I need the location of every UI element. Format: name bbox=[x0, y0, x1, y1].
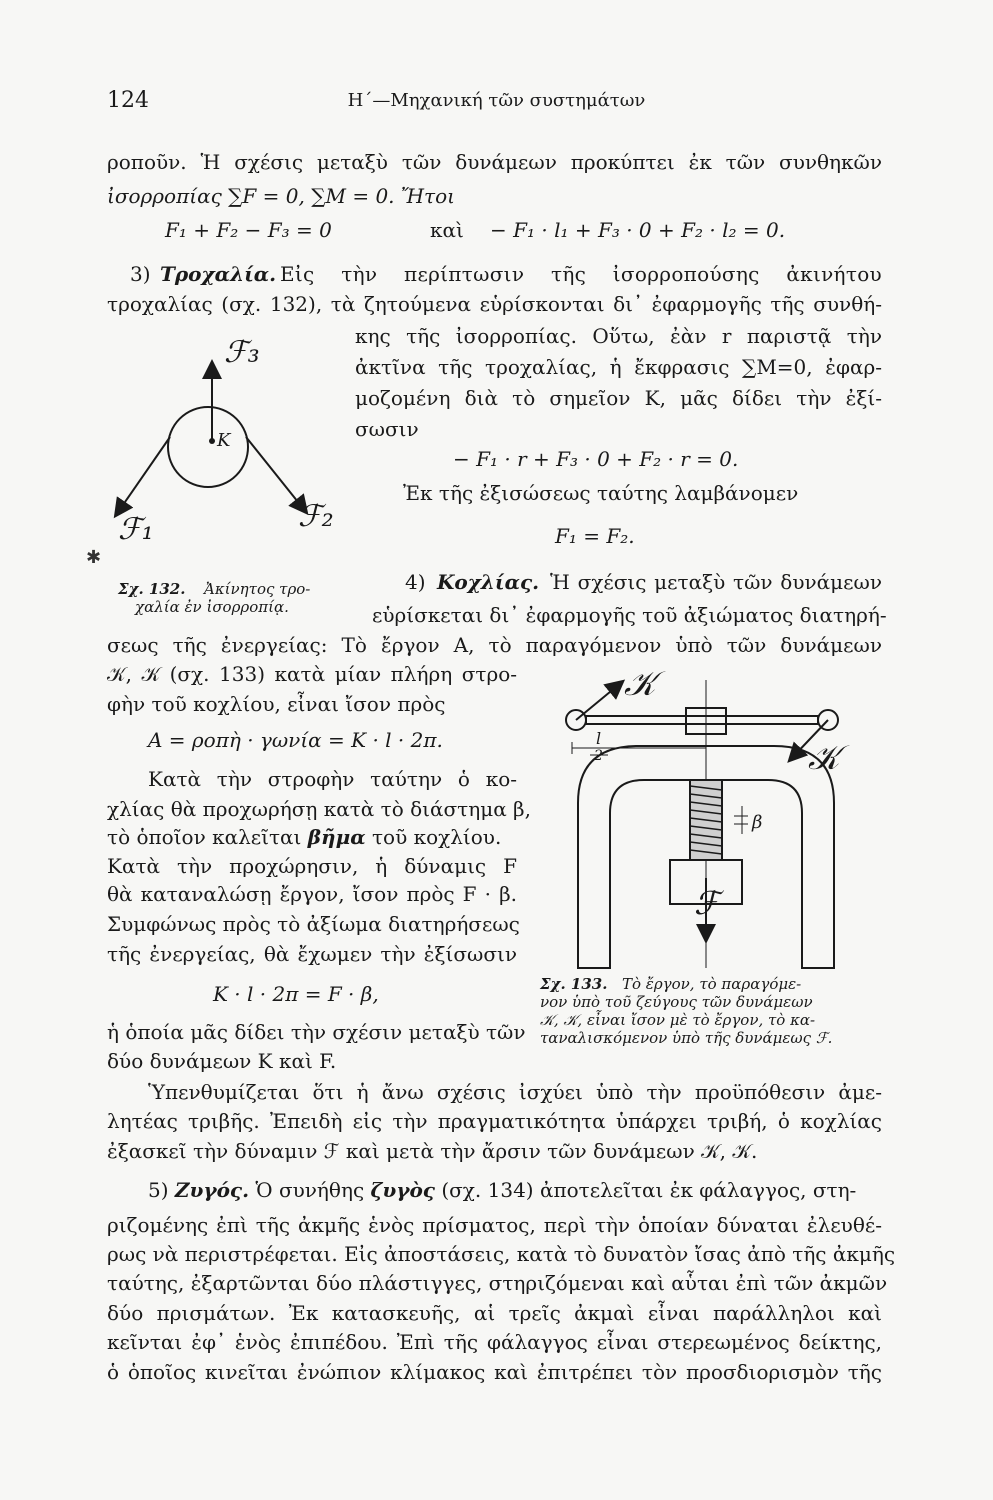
term-balance: ζυγὸς bbox=[370, 1178, 435, 1202]
text-span: τὸ ὁποῖον καλεῖται bbox=[107, 825, 302, 849]
section-title: Τροχαλία. bbox=[160, 262, 277, 286]
equation: K · l · 2π = F · β, bbox=[213, 982, 379, 1006]
text-line: λητέας τριβῆς. Ἐπειδὴ εἰς τὴν πραγματικότητα ὑπάρχει τριβή, ὁ κοχλίας bbox=[107, 1109, 882, 1133]
text-line: ἀκτῖνα τῆς τροχαλίας, ἡ ἔκφρασις ∑M=0, ἐφαρ- bbox=[355, 355, 882, 379]
text-line: ριζομένης ἐπὶ τῆς ἀκμῆς ἑνὸς πρίσματος, περὶ τὴν ὁποίαν δύναται ἐλευθέ- bbox=[107, 1213, 882, 1237]
text-line: σεως τῆς ἐνεργείας: Τὸ ἔργον A, τὸ παραγόμενον ὑπὸ τῶν δυνάμεων bbox=[107, 633, 882, 657]
text-line: 𝒦, 𝒦 (σχ. 133) κατὰ μίαν πλήρη στρο- bbox=[107, 662, 517, 686]
text-line: Εἰς τὴν περίπτωσιν τῆς ἰσορροπούσης ἀκινήτου bbox=[280, 262, 882, 286]
text-line: φὴν τοῦ κοχλίου, εἶναι ἴσον πρὸς bbox=[107, 692, 446, 716]
text-line: θὰ καταναλώσῃ ἔργον, ἴσον πρὸς F · β. bbox=[107, 882, 517, 906]
section-number: 5) bbox=[148, 1178, 169, 1202]
text-line: ροποῦν. Ἡ σχέσις μεταξὺ τῶν δυνάμεων προκύπτει ἐκ τῶν συνθηκῶν bbox=[107, 150, 882, 174]
text-line: Ὑπενθυμίζεται ὅτι ἡ ἄνω σχέσις ἰσχύει ὑπὸ τὴν προϋπόθεσιν ἀμε- bbox=[148, 1080, 882, 1104]
text-line: κης τῆς ἰσορροπίας. Οὕτω, ἐὰν r παριστᾷ τὴν bbox=[355, 324, 882, 348]
figure-133-caption: νον ὑπὸ τοῦ ζεύγους τῶν δυνάμεων bbox=[540, 993, 813, 1011]
page-number: 124 bbox=[107, 88, 149, 113]
text-line: ἐξασκεῖ τὴν δύναμιν ℱ καὶ μετὰ τὴν ἄρσιν τῶν δυνάμεων 𝒦, 𝒦. bbox=[107, 1139, 758, 1163]
text-line: εὑρίσκεται δι᾽ ἐφαρμογῆς τοῦ ἀξιώματος διατηρή- bbox=[372, 603, 887, 627]
text-line: τροχαλίας (σχ. 132), τὰ ζητούμενα εὑρίσκονται δι᾽ ἐφαρμογῆς τῆς συνθή- bbox=[107, 292, 882, 316]
equation: − F₁ · r + F₃ · 0 + F₂ · r = 0. bbox=[453, 447, 739, 471]
text-span: τοῦ κοχλίου. bbox=[371, 825, 502, 849]
ink-speck: ✱ bbox=[86, 547, 102, 568]
text-line: ἰσορροπίας ∑F = 0, ∑M = 0. Ἤτοι bbox=[107, 184, 456, 208]
section-title: Κοχλίας. bbox=[437, 570, 540, 594]
figure-133-caption: ταναλισκόμενον ὑπὸ τῆς δυνάμεως ℱ. bbox=[540, 1029, 833, 1047]
figure-132-caption-num: Σχ. 132. bbox=[118, 580, 186, 598]
label-beta: β bbox=[752, 812, 763, 833]
text-line: ταύτης, ἐξαρτῶνται δύο πλάστιγγες, στηριζόμεναι καὶ αὗται ἐπὶ τῶν ἀκμῶν bbox=[107, 1271, 888, 1295]
label-f3: ℱ₃ bbox=[224, 335, 260, 370]
label-k: K bbox=[217, 430, 231, 451]
label-k1: 𝒦 bbox=[624, 664, 656, 704]
text-line: μοζομένη διὰ τὸ σημεῖον K, μᾶς δίδει τὴν ἐξί- bbox=[355, 386, 882, 410]
text-line: σωσιν bbox=[355, 417, 419, 441]
text-line: ἡ ὁποία μᾶς δίδει τὴν σχέσιν μεταξὺ τῶν bbox=[107, 1020, 526, 1044]
label-k2: 𝒦 bbox=[808, 738, 840, 778]
force-k1-arrow bbox=[576, 682, 622, 720]
label-f: ℱ bbox=[694, 884, 720, 922]
text-line: Συμφώνως πρὸς τὸ ἀξίωμα διατηρήσεως bbox=[107, 912, 520, 936]
section-number: 3) bbox=[130, 262, 151, 286]
text-line: Ἐκ τῆς ἐξισώσεως ταύτης λαμβάνομεν bbox=[403, 481, 799, 505]
equation: A = ροπὴ · γωνία = K · l · 2π. bbox=[148, 728, 443, 752]
term-pitch: βῆμα bbox=[307, 825, 366, 849]
text-line: Ἡ σχέσις μεταξὺ τῶν δυνάμεων bbox=[550, 570, 882, 594]
label-2: 2 bbox=[594, 748, 603, 764]
figure-132-caption: Ἀκίνητος τρο- bbox=[204, 580, 311, 598]
label-f2: ℱ₂ bbox=[298, 499, 334, 534]
section-title: Ζυγός. bbox=[174, 1178, 250, 1202]
label-f1: ℱ₁ bbox=[118, 512, 154, 547]
text-line: Κατὰ τὴν προχώρησιν, ἡ δύναμις F bbox=[107, 854, 517, 878]
equation: F₁ + F₂ − F₃ = 0 bbox=[165, 218, 332, 242]
text-line: Κατὰ τὴν στροφὴν ταύτην ὁ κο- bbox=[148, 767, 517, 791]
force-f1-arrow bbox=[116, 437, 170, 515]
equation-conjunction: καὶ bbox=[430, 218, 464, 242]
text-line: ὁ ὁποῖος κινεῖται ἐνώπιον κλίμακος καὶ ἐπιτρέπει τὸν προσδιορισμὸν τῆς bbox=[107, 1360, 882, 1384]
section-number: 4) bbox=[405, 570, 426, 594]
text-line bbox=[148, 1177, 882, 1203]
equation: − F₁ · l₁ + F₃ · 0 + F₂ · l₂ = 0. bbox=[490, 218, 786, 242]
figure-133-caption: 𝒦, 𝒦, εἶναι ἴσον μὲ τὸ ἔργον, τὸ κα- bbox=[540, 1011, 816, 1029]
force-f2-arrow bbox=[246, 437, 306, 512]
label-l: l bbox=[596, 729, 602, 748]
pulley-wheel bbox=[168, 407, 248, 487]
text-line: δύο δυνάμεων K καὶ F. bbox=[107, 1049, 337, 1073]
figure-133-caption: Τὸ ἔργον, τὸ παραγόμε- bbox=[622, 975, 802, 993]
text-span: Ὁ συνήθης bbox=[255, 1178, 365, 1202]
figure-133-screw-press bbox=[558, 668, 878, 978]
figure-133-caption-num: Σχ. 133. bbox=[540, 975, 608, 993]
text-line: τῆς ἐνεργείας, θὰ ἔχωμεν τὴν ἐξίσωσιν bbox=[107, 942, 517, 966]
text-line: ρως νὰ περιστρέφεται. Εἰς ἀποστάσεις, κατὰ τὸ δυνατὸν ἴσας ἀπὸ τῆς ἀκμῆς bbox=[107, 1242, 896, 1266]
figure-132-caption: χαλία ἐν ἰσορροπίᾳ. bbox=[135, 598, 289, 616]
text-line: δύο πρισμάτων. Ἐκ κατασκευῆς, αἱ τρεῖς ἀκμαὶ εἶναι παράλληλοι καὶ bbox=[107, 1301, 882, 1325]
text-line: χλίας θὰ προχωρήσῃ κατὰ τὸ διάστημα β, bbox=[107, 797, 531, 821]
handle-bar bbox=[586, 716, 818, 724]
equation: F₁ = F₂. bbox=[555, 524, 635, 548]
running-title: Η΄—Μηχανική τῶν συστημάτων bbox=[347, 90, 646, 111]
text-line bbox=[107, 824, 517, 850]
text-span: (σχ. 134) ἀποτελεῖται ἐκ φάλαγγος, στη- bbox=[441, 1178, 857, 1202]
text-line: κεῖνται ἐφ᾽ ἑνὸς ἐπιπέδου. Ἐπὶ τῆς φάλαγγος εἶναι στερεωμένος δείκτης, bbox=[107, 1330, 882, 1354]
